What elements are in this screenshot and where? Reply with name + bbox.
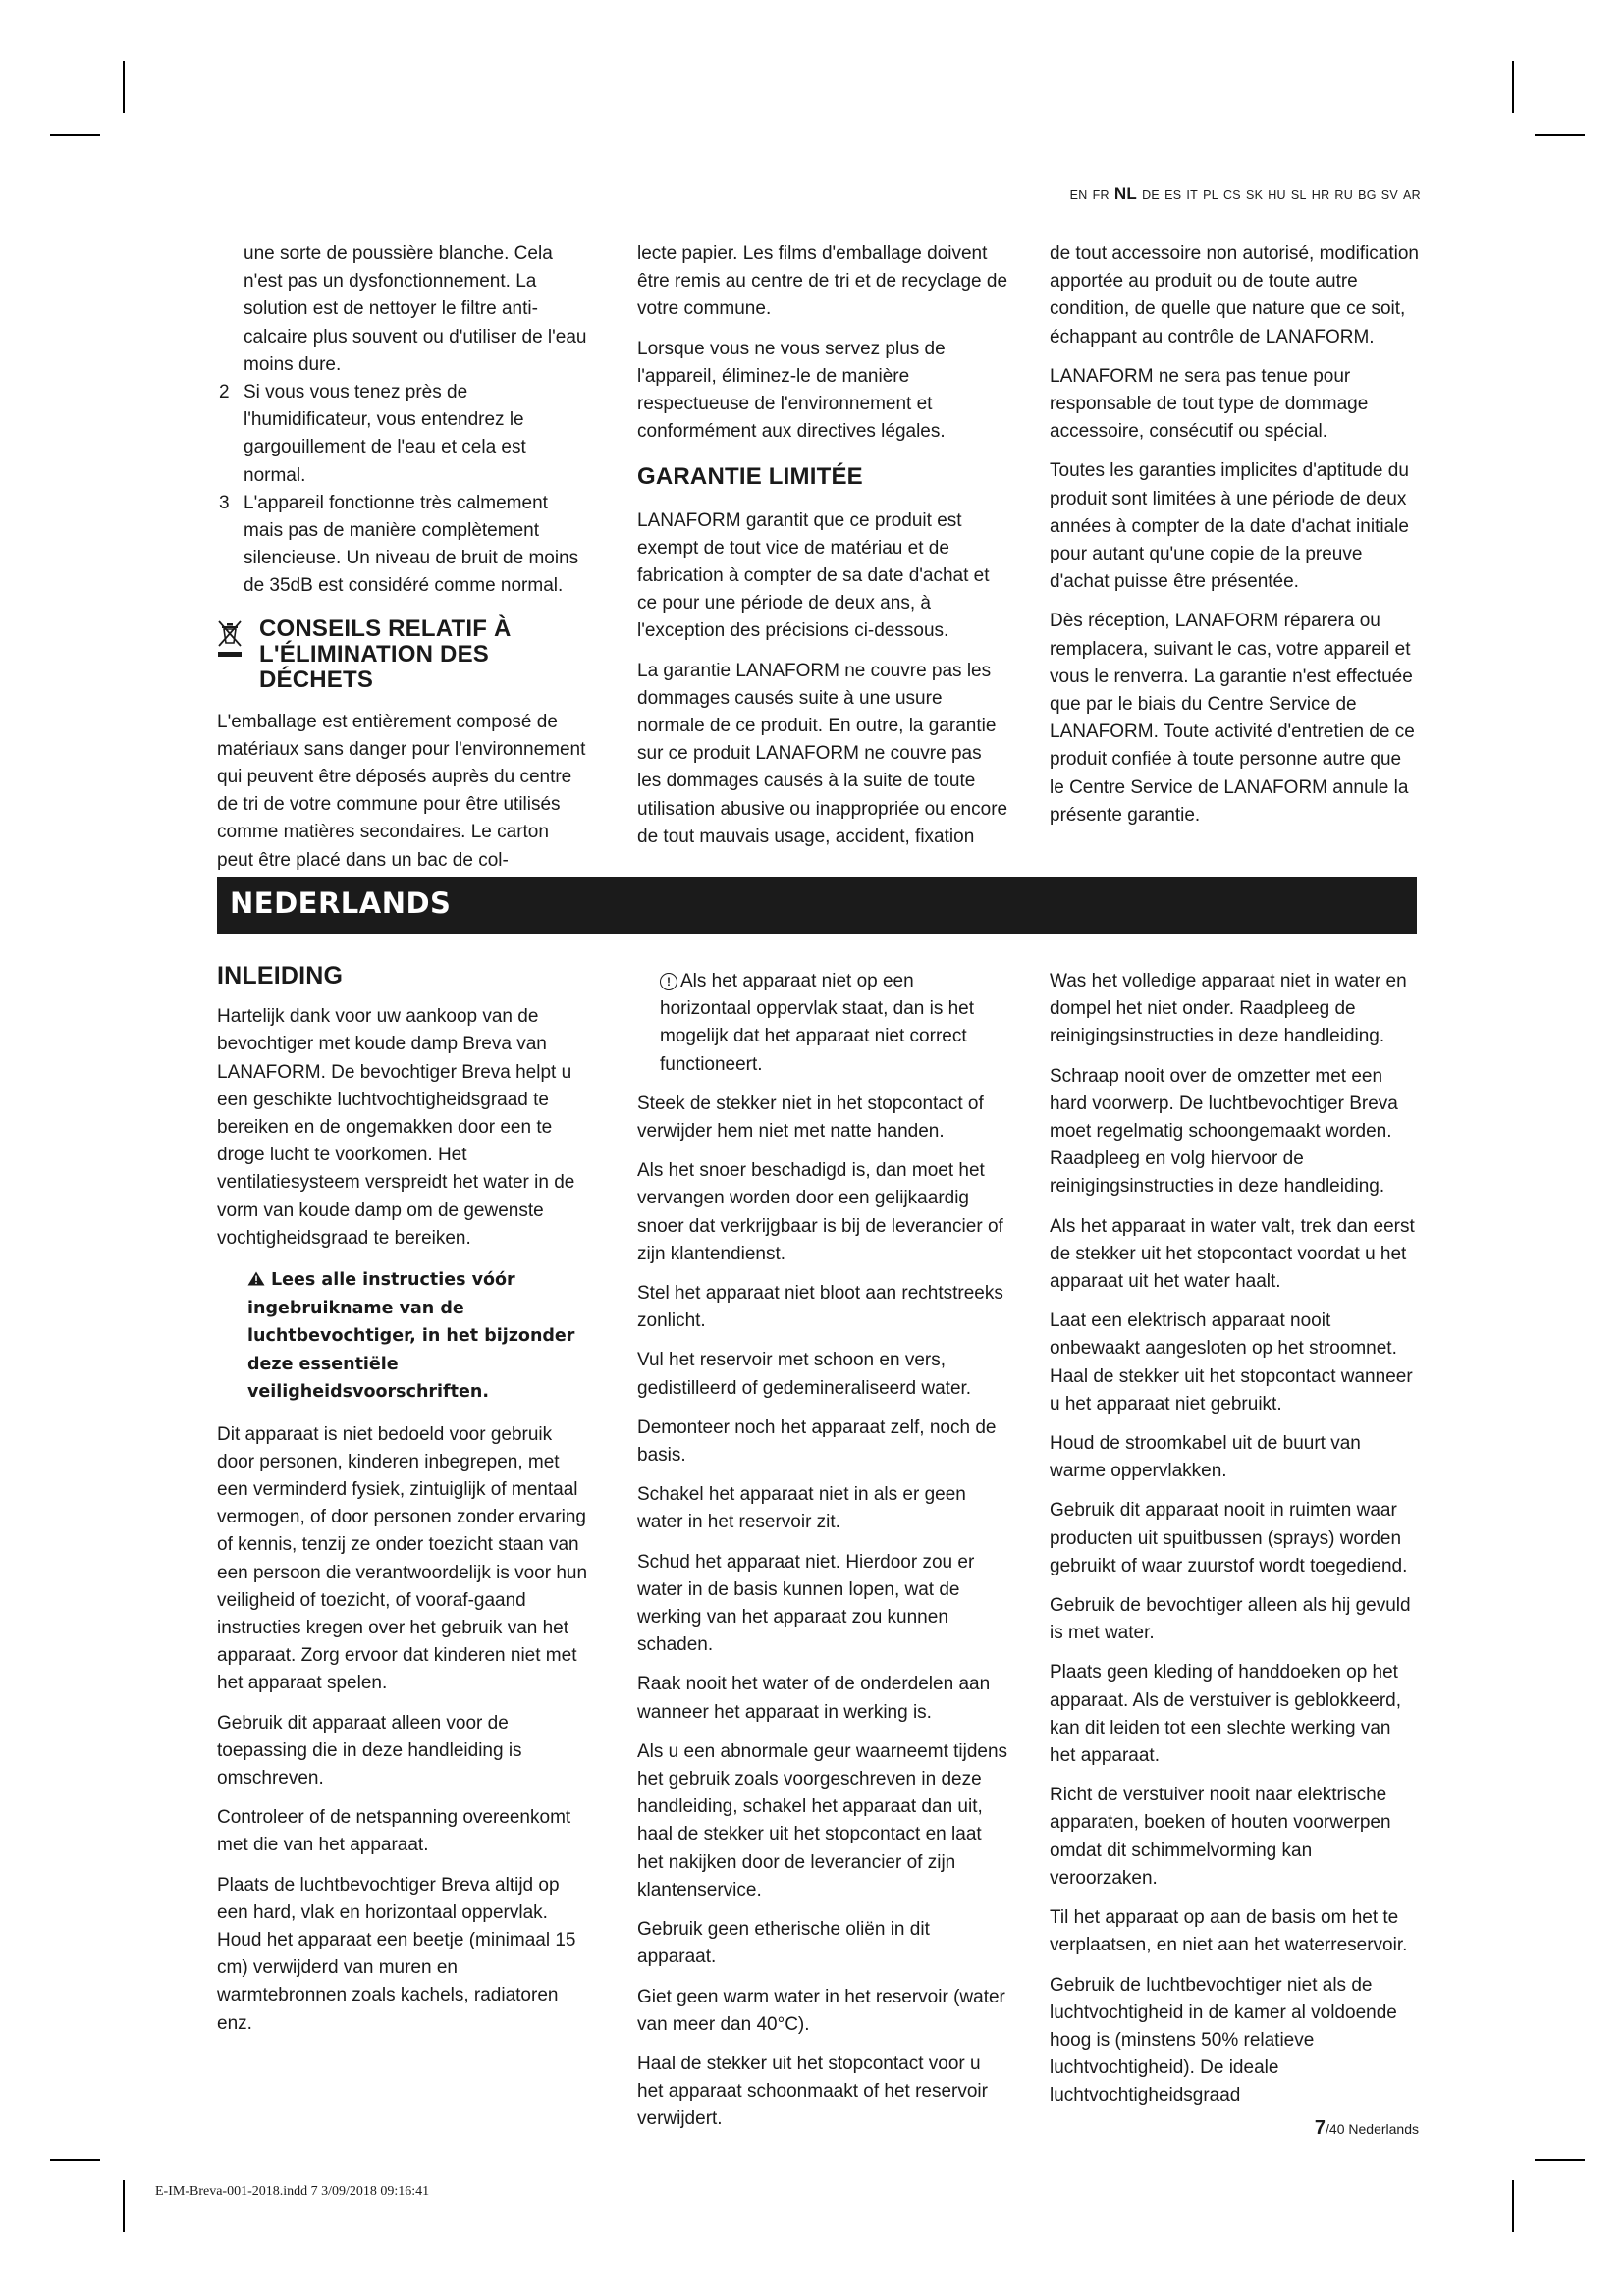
paragraph: Dit apparaat is niet bedoeld voor gebruik door personen, kinderen inbegrepen, met een verminderd fysiek, zintuiglijk of mentaal vermogen, of door personen zonder ervaring of kennis, tenzij ze onder toezicht staan van een persoon die verantwoordelijk is voor hun veiligheid of toezicht, of vooraf-gaand instructies kregen over het gebruik van het apparaat. Zorg ervoor dat kinderen niet met het apparaat spelen. xyxy=(217,1423,588,1694)
language-pl[interactable]: PL xyxy=(1203,188,1218,202)
page-number: 7/40 Nederlands xyxy=(1314,2117,1419,2139)
introduction-heading: INLEIDING xyxy=(217,962,344,989)
crossed-bin-icon xyxy=(217,618,243,660)
paragraph: Plaats de luchtbevochtiger Breva altijd op een hard, vlak en horizontaal oppervlak. Houd het apparaat een beetje (minimaal 15 cm) verwijderd van muren en warmtebronnen zoals kachels, radiatoren enz. xyxy=(217,1874,576,2034)
dutch-column-3 xyxy=(1050,968,1420,2122)
crop-mark xyxy=(1512,61,1514,113)
language-de[interactable]: DE xyxy=(1142,188,1161,202)
paragraph: L'emballage est entièrement composé de matériaux sans danger pour l'environnement qui peuvent être déposés auprès du centre de tri de votre commune pour être utilisés comme matières secondaires. Le carton peut être placé dans un bac de col- xyxy=(217,711,586,871)
paragraph: Gebruik de luchtbevochtiger niet als de luchtvochtigheid in de kamer al voldoende hoog is (minstens 50% relatieve luchtvochtigheid). De ideale luchtvochtigheidsgraad xyxy=(1050,1974,1397,2107)
list-item-continued: une sorte de poussière blanche. Cela n'est pas un dysfonctionnement. La solution est de nettoyer le filtre anti-calcaire plus souvent ou d'utiliser de l'eau moins dure. xyxy=(244,243,587,375)
safety-warning: Lees alle instructies vóór ingebruikname van de luchtbevochtiger, in het bijzonder deze essentiële veiligheidsvoorschriften. xyxy=(247,1270,575,1403)
disposal-heading-text: CONSEILS RELATIF À L'ÉLIMINATION DES DÉCHETS xyxy=(259,614,512,693)
crop-mark xyxy=(1535,2159,1585,2161)
crop-mark xyxy=(123,61,125,113)
paragraph: Toutes les garanties implicites d'aptitude du produit sont limitées à une période de deux années à compter de la date d'achat initiale pour autant qu'une copie de la preuve d'achat puisse être présentée. xyxy=(1050,460,1409,593)
paragraph: Plaats geen kleding of handdoeken op het apparaat. Als de verstuiver is geblokkeerd, kan dit leiden tot een slechte werking van het apparaat. xyxy=(1050,1662,1402,1767)
paragraph: Schakel het apparaat niet in als er geen water in het reservoir zit. xyxy=(637,1484,966,1533)
crop-mark xyxy=(123,2180,125,2232)
paragraph: La garantie LANAFORM ne couvre pas les dommages causés suite à une usure normale de ce produit. En outre, la garantie sur ce produit LANAFORM ne couvre pas les dommages causés à la suite de toute utilisation abusive ou inappropriée ou encore de tout mauvais usage, accident, fixation xyxy=(637,660,1008,847)
paragraph: LANAFORM ne sera pas tenue pour responsable de tout type de dommage accessoire, consécutif ou spécial. xyxy=(1050,365,1369,443)
paragraph: Stel het apparaat niet bloot aan rechtstreeks zonlicht. xyxy=(637,1283,1003,1332)
paragraph: Vul het reservoir met schoon en vers, gedistilleerd of gedemineraliseerd water. xyxy=(637,1350,972,1399)
paragraph: Hartelijk dank voor uw aankoop van de bevochtiger met koude damp Breva van LANAFORM. De bevochtiger Breva helpt u een geschikte luchtvochtigheidsgraad te bereiken en de ongemakken door een te droge lucht te voorkomen. Het ventilatiesysteem verspreidt het water in de vorm van koude damp om de gewenste vochtigheidsgraad te bereiken. xyxy=(217,1006,575,1249)
paragraph: Controleer of de netspanning overeenkomt met die van het apparaat. xyxy=(217,1807,571,1856)
language-cs[interactable]: CS xyxy=(1222,188,1241,202)
file-info: E-IM-Breva-001-2018.indd 7 3/09/2018 09:16:41 xyxy=(155,2184,430,2199)
paragraph: Als het snoer beschadigd is, dan moet het vervangen worden door een gelijkaardig snoer dat verkrijgbaar is bij de leverancier of zijn klantendienst. xyxy=(637,1160,1003,1264)
paragraph: Haal de stekker uit het stopcontact voor u het apparaat schoonmaakt of het reservoir verwijdert. xyxy=(637,2053,988,2130)
info-note: ! Als het apparaat niet op een horizontaal oppervlak staat, dan is het mogelijk dat het apparaat niet correct functioneert. xyxy=(660,971,975,1075)
paragraph: LANAFORM garantit que ce produit est exempt de tout vice de matériau et de fabrication à compter de sa date d'achat et ce pour une période de deux ans, à l'exception des précisions ci-dessous. xyxy=(637,509,990,642)
language-sv[interactable]: SV xyxy=(1380,188,1399,202)
list-item: 2 Si vous vous tenez près de l'humidificateur, vous entendrez le gargouillement de l'eau et cela est normal. xyxy=(219,382,526,486)
crop-mark xyxy=(1512,2180,1514,2232)
paragraph: Raak nooit het water of de onderdelen aan wanneer het apparaat in werking is. xyxy=(637,1674,991,1723)
language-ar[interactable]: AR xyxy=(1403,188,1421,202)
paragraph: Lorsque vous ne vous servez plus de l'appareil, éliminez-le de manière respectueuse de l'environnement et conformément aux directives légales. xyxy=(637,338,946,443)
dutch-column-1 xyxy=(217,962,589,2050)
list-item: 3 L'appareil fonctionne très calmement mais pas de manière complètement silencieuse. Un niveau de bruit de moins de 35dB est considéré comme normal. xyxy=(219,492,579,597)
section-banner-title: NEDERLANDS xyxy=(230,886,452,920)
paragraph: Was het volledige apparaat niet in water en dompel het niet onder. Raadpleeg de reinigingsinstructies in deze handleiding. xyxy=(1050,971,1407,1047)
paragraph: Gebruik dit apparaat nooit in ruimten waar producten uit spuitbussen (sprays) worden gebruikt of waar zuurstof wordt toegediend. xyxy=(1050,1500,1408,1576)
language-es[interactable]: ES xyxy=(1164,188,1182,202)
language-ru[interactable]: RU xyxy=(1334,188,1354,202)
language-fr[interactable]: FR xyxy=(1092,188,1110,202)
language-sk[interactable]: SK xyxy=(1245,188,1264,202)
paragraph: de tout accessoire non autorisé, modification apportée au produit ou de toute autre condition, de quelle que nature que ce soit, échappant au contrôle de LANAFORM. xyxy=(1050,243,1419,347)
crop-mark xyxy=(1535,134,1585,136)
paragraph: Als u een abnormale geur waarneemt tijdens het gebruik zoals voorgeschreven in deze handleiding, schakel het apparaat dan uit, haal de stekker uit het stopcontact en laat het nakijken door de leverancier of zijn klantenservice. xyxy=(637,1740,1008,1900)
crop-mark xyxy=(50,134,100,136)
language-it[interactable]: IT xyxy=(1186,188,1199,202)
paragraph: Houd de stroomkabel uit de buurt van warme oppervlakken. xyxy=(1050,1433,1361,1482)
paragraph: Gebruik geen etherische oliën in dit apparaat. xyxy=(637,1919,930,1968)
warning-icon xyxy=(247,1271,265,1286)
info-icon: ! xyxy=(660,973,677,990)
language-hu[interactable]: HU xyxy=(1268,188,1286,202)
crop-mark xyxy=(50,2159,100,2161)
paragraph: Schraap nooit over de omzetter met een hard voorwerp. De luchtbevochtiger Breva moet regelmatig schoongemaakt worden. Raadpleeg en volg hiervoor de reinigingsinstructies in deze handleiding. xyxy=(1050,1065,1398,1198)
language-bg[interactable]: BG xyxy=(1358,188,1377,202)
paragraph: lecte papier. Les films d'emballage doivent être remis au centre de tri et de recyclage de votre commune. xyxy=(637,243,1008,320)
paragraph: Giet geen warm water in het reservoir (water van meer dan 40°C). xyxy=(637,1986,1005,2035)
paragraph: Gebruik de bevochtiger alleen als hij gevuld is met water. xyxy=(1050,1595,1411,1644)
paragraph: Schud het apparaat niet. Hierdoor zou er water in de basis kunnen lopen, wat de werking van het apparaat zou kunnen schaden. xyxy=(637,1551,975,1656)
section-banner xyxy=(217,877,1417,934)
paragraph: Dès réception, LANAFORM réparera ou remplacera, suivant le cas, votre appareil et vous le renverra. La garantie n'est effectuée que par le biais du Centre Service de LANAFORM. Toute activité d'entretien de ce produit confiée à toute personne autre que le Centre Service de LANAFORM annule la présente garantie. xyxy=(1050,611,1415,826)
paragraph: Als het apparaat in water valt, trek dan eerst de stekker uit het stopcontact voordat u het apparaat uit het water haalt. xyxy=(1050,1215,1415,1293)
paragraph: Gebruik dit apparaat alleen voor de toepassing die in deze handleiding is omschreven. xyxy=(217,1712,522,1789)
french-column-3 xyxy=(1050,240,1420,841)
paragraph: Demonteer noch het apparaat zelf, noch de basis. xyxy=(637,1416,997,1467)
language-sl[interactable]: SL xyxy=(1290,188,1307,202)
disposal-heading xyxy=(217,616,589,693)
paragraph: Richt de verstuiver nooit naar elektrische apparaten, boeken of houten voorwerpen omdat dit schimmelvorming kan veroorzaken. xyxy=(1050,1785,1391,1889)
dutch-column-2 xyxy=(637,968,1008,2146)
language-nl[interactable]: NL xyxy=(1113,185,1138,203)
language-nav xyxy=(1065,185,1421,204)
french-column-1 xyxy=(217,240,589,886)
paragraph: Laat een elektrisch apparaat nooit onbewaakt aangesloten op het stroomnet. Haal de stekker uit het stopcontact wanneer u het apparaat niet gebruikt. xyxy=(1050,1310,1413,1415)
paragraph: Til het apparaat op aan de basis om het te verplaatsen, en niet aan het waterreservoir. xyxy=(1050,1907,1408,1956)
paragraph: Steek de stekker niet in het stopcontact of verwijder hem niet met natte handen. xyxy=(637,1093,984,1143)
warranty-heading: GARANTIE LIMITÉE xyxy=(637,463,863,491)
language-hr[interactable]: HR xyxy=(1311,188,1330,202)
french-column-2 xyxy=(637,240,1008,863)
language-en[interactable]: EN xyxy=(1069,188,1088,202)
